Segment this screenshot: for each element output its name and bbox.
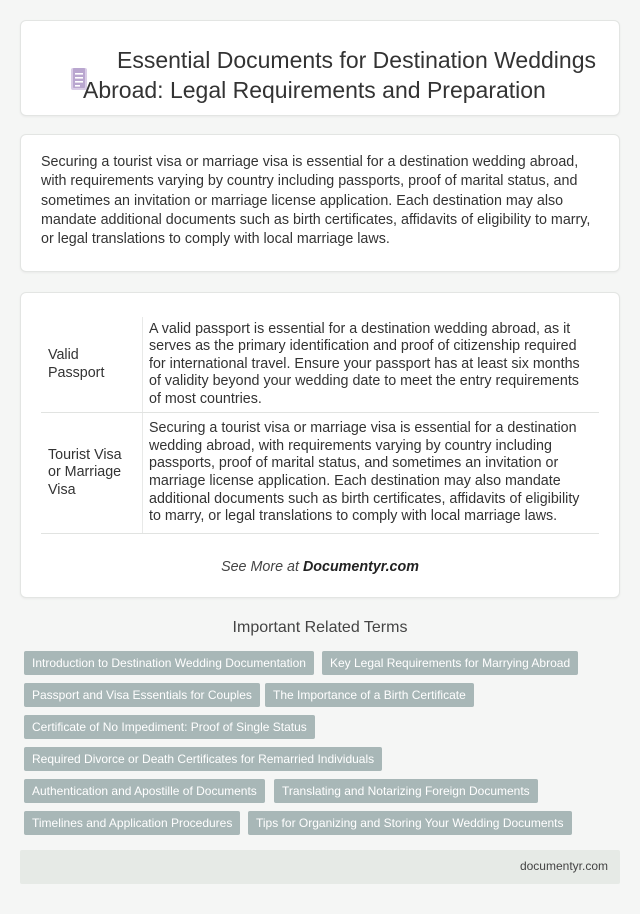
documents-table-card: [20, 292, 620, 598]
intro-card: [20, 134, 620, 272]
footer-site-link[interactable]: documentyr.com: [519, 859, 608, 873]
footer: [20, 850, 620, 884]
documents-table: [41, 317, 599, 534]
related-term-tag[interactable]: The Importance of a Birth Certificate: [265, 683, 474, 707]
related-term-tag[interactable]: Translating and Notarizing Foreign Documents: [274, 779, 538, 803]
table-row: [41, 413, 599, 534]
related-term-tag[interactable]: Key Legal Requirements for Marrying Abroad: [322, 651, 578, 675]
related-term-tag[interactable]: Introduction to Destination Wedding Documentation: [24, 651, 314, 675]
intro-paragraph: Securing a tourist visa or marriage visa is essential for a destination wedding abroad, with requirements varying by country including passports, proof of marital status, and sometimes an invitation or marriage license application. Each destination may also mandate additional documents such as birth certificates, affidavits of eligibility to marry, or legal translations to comply with local marriage laws.: [41, 154, 591, 248]
title-card: [20, 20, 620, 116]
related-term-tag[interactable]: Timelines and Application Procedures: [24, 811, 240, 835]
row-label: Tourist Visa or Marriage Visa: [41, 413, 143, 534]
row-description: A valid passport is essential for a destination wedding abroad, as it serves as the primary identification and proof of citizenship required for international travel. Ensure your passport has at least six months of validity beyond your wedding date to meet the entry requirements of most countries.: [143, 317, 600, 413]
see-more-link[interactable]: [21, 559, 619, 575]
related-terms-heading: Important Related Terms: [232, 619, 408, 636]
page-title: Essential Documents for Destination Weddings Abroad: Legal Requirements and Preparation: [83, 47, 596, 103]
related-term-tag[interactable]: Required Divorce or Death Certificates for Remarried Individuals: [24, 747, 382, 771]
row-description: Securing a tourist visa or marriage visa is essential for a destination wedding abroad, with requirements varying by country including passports, proof of marital status, and sometimes an invitation or marriage license application. Each destination may also mandate additional documents such as birth certificates, affidavits of eligibility to marry, or legal translations to comply with local marriage laws.: [143, 413, 600, 534]
row-label: Valid Passport: [41, 317, 143, 413]
see-more-prefix: See More at: [221, 559, 299, 575]
related-term-tag[interactable]: Tips for Organizing and Storing Your Wedding Documents: [248, 811, 572, 835]
related-term-tag[interactable]: Authentication and Apostille of Documents: [24, 779, 265, 803]
table-row: [41, 317, 599, 413]
related-term-tag[interactable]: Certificate of No Impediment: Proof of Single Status: [24, 715, 315, 739]
related-term-tag[interactable]: Passport and Visa Essentials for Couples: [24, 683, 260, 707]
see-more-site[interactable]: Documentyr.com: [302, 559, 419, 575]
